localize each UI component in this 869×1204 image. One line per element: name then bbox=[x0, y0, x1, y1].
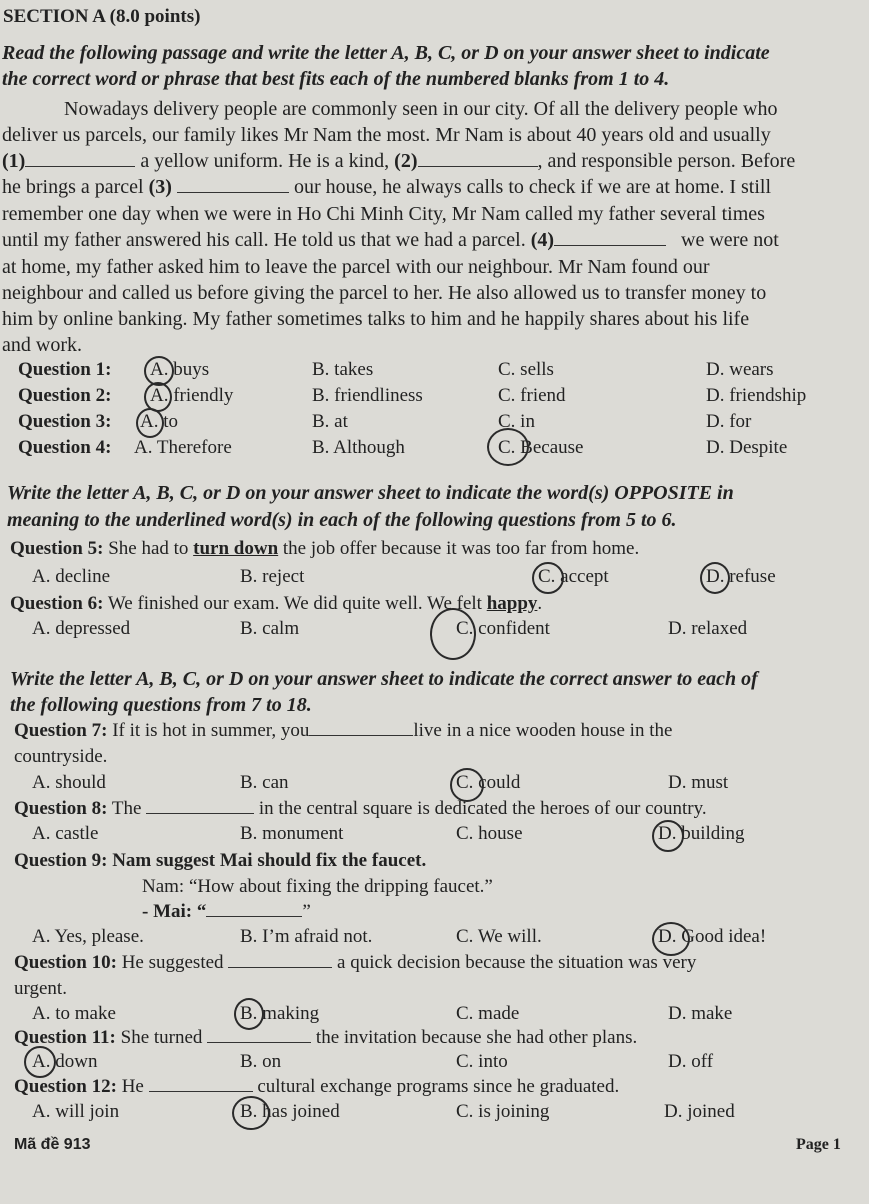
q3-option-a[interactable]: A. to bbox=[140, 411, 178, 432]
instruction-2-line-2: meaning to the underlined word(s) in each of the following questions from 5 to 6. bbox=[7, 509, 677, 531]
answer-mark-q4-c bbox=[487, 428, 529, 466]
q12-option-d[interactable]: D. joined bbox=[664, 1101, 735, 1122]
q1-option-b[interactable]: B. takes bbox=[312, 359, 374, 380]
q12-label: Question 12: bbox=[14, 1076, 117, 1097]
blank-2 bbox=[418, 152, 538, 167]
blank-3-label: (3) bbox=[148, 176, 172, 198]
passage-line-3 bbox=[2, 150, 795, 173]
q2-option-b[interactable]: B. friendliness bbox=[312, 385, 423, 406]
q10-label: Question 10: bbox=[14, 952, 117, 973]
q10-stem-pre: He suggested bbox=[121, 952, 224, 973]
answer-mark-q6-c bbox=[430, 608, 476, 660]
q7-stem-line-2: countryside. bbox=[14, 746, 108, 767]
q10-option-c[interactable]: C. made bbox=[456, 1003, 520, 1024]
q6-label: Question 6: bbox=[10, 593, 104, 614]
q9-stem-text: Nam suggest Mai should fix the faucet. bbox=[112, 850, 427, 871]
blank-1-label: (1) bbox=[2, 150, 26, 172]
q4-option-d[interactable]: D. Despite bbox=[706, 437, 788, 458]
q9-mai-pre: - Mai: “ bbox=[142, 901, 207, 922]
q7-label: Question 7: bbox=[14, 720, 108, 741]
q2-option-c[interactable]: C. friend bbox=[498, 385, 566, 406]
q12-stem bbox=[14, 1076, 619, 1098]
q10-stem-line-2: urgent. bbox=[14, 978, 67, 999]
q8-option-d[interactable]: D. building bbox=[658, 823, 745, 844]
q11-option-a[interactable]: A. down bbox=[32, 1051, 98, 1072]
passage-line-8: neighbour and called us before giving the parcel to her. He also allowed us to transfer money to bbox=[2, 282, 767, 304]
q9-mai-line bbox=[142, 901, 311, 923]
instruction-2-line-1: Write the letter A, B, C, or D on your answer sheet to indicate the word(s) OPPOSITE in bbox=[7, 482, 734, 504]
q9-mai-post: ” bbox=[302, 901, 311, 922]
q11-option-d[interactable]: D. off bbox=[668, 1051, 714, 1072]
q7-option-a[interactable]: A. should bbox=[32, 772, 106, 793]
q1-option-a[interactable]: A. buys bbox=[150, 359, 210, 380]
passage-line-7: at home, my father asked him to leave the parcel with our neighbour. Mr Nam found our bbox=[2, 256, 710, 278]
q5-stem bbox=[10, 538, 639, 560]
q4-option-a[interactable]: A. Therefore bbox=[134, 437, 232, 458]
q8-label: Question 8: bbox=[14, 798, 108, 819]
q7-option-c[interactable]: C. could bbox=[456, 772, 521, 793]
q2-label: Question 2: bbox=[18, 385, 112, 406]
q3-option-c[interactable]: C. in bbox=[498, 411, 535, 432]
q1-label: Question 1: bbox=[18, 359, 112, 380]
q5-stem-pre: She had to bbox=[108, 538, 189, 559]
blank-4-label: (4) bbox=[530, 229, 555, 251]
q9-option-b[interactable]: B. I’m afraid not. bbox=[240, 926, 373, 947]
answer-mark-q12-b bbox=[232, 1096, 270, 1130]
answer-mark-q3-a bbox=[136, 408, 164, 438]
q8-option-b[interactable]: B. monument bbox=[240, 823, 344, 844]
q10-stem bbox=[14, 952, 696, 974]
q11-stem bbox=[14, 1027, 637, 1049]
q4-option-c[interactable]: C. Because bbox=[498, 437, 584, 458]
answer-mark-q5-c bbox=[532, 562, 564, 594]
q2-option-a[interactable]: A. friendly bbox=[150, 385, 234, 406]
q11-option-c[interactable]: C. into bbox=[456, 1051, 508, 1072]
blank-2-label: (2) bbox=[394, 150, 418, 172]
q12-option-a[interactable]: A. will join bbox=[32, 1101, 120, 1122]
passage-line-6-a: until my father answered his call. He told us that we had a parcel. bbox=[2, 229, 526, 251]
q11-stem-pre: She turned bbox=[120, 1027, 203, 1048]
q4-label: Question 4: bbox=[18, 437, 112, 458]
instruction-1-line-1: Read the following passage and write the letter A, B, C, or D on your answer sheet to indicate bbox=[2, 42, 770, 64]
q8-stem-pre: The bbox=[111, 798, 142, 819]
answer-mark-q9-d bbox=[652, 922, 690, 956]
q7-stem-post: live in a nice wooden house in the bbox=[413, 720, 673, 741]
q12-option-b[interactable]: B. has joined bbox=[240, 1101, 340, 1122]
q10-blank bbox=[228, 953, 332, 968]
section-title: SECTION A (8.0 points) bbox=[3, 6, 201, 27]
passage-line-6-b: we were not bbox=[681, 229, 779, 251]
answer-mark-q7-c bbox=[450, 768, 484, 802]
q11-stem-post: the invitation because she had other plans. bbox=[315, 1027, 638, 1048]
q1-option-d[interactable]: D. wears bbox=[706, 359, 774, 380]
q10-option-a[interactable]: A. to make bbox=[32, 1003, 116, 1024]
q9-label: Question 9: bbox=[14, 850, 108, 871]
answer-mark-q8-d bbox=[652, 820, 684, 852]
q5-underlined: turn down bbox=[193, 538, 279, 559]
passage-line-2: deliver us parcels, our family likes Mr Nam the most. Mr Nam is about 40 years old and usually bbox=[2, 124, 771, 146]
q7-option-d[interactable]: D. must bbox=[668, 772, 729, 793]
passage-line-5: remember one day when we were in Ho Chi Minh City, Mr Nam called my father several times bbox=[2, 203, 765, 225]
q6-stem-pre: We finished our exam. We did quite well. We felt bbox=[107, 593, 482, 614]
q10-option-d[interactable]: D. make bbox=[668, 1003, 733, 1024]
q11-label: Question 11: bbox=[14, 1027, 116, 1048]
q5-option-d[interactable]: D. refuse bbox=[706, 566, 776, 587]
q3-label: Question 3: bbox=[18, 411, 112, 432]
answer-mark-q11-a bbox=[24, 1046, 56, 1078]
q6-underlined: happy bbox=[486, 593, 538, 614]
answer-mark-q5-d bbox=[700, 562, 730, 594]
blank-3 bbox=[177, 178, 289, 193]
answer-mark-q10-b bbox=[234, 998, 264, 1030]
exam-code: Mã đề 913 bbox=[14, 1136, 91, 1153]
q8-blank bbox=[146, 799, 254, 814]
q4-option-b[interactable]: B. Although bbox=[312, 437, 405, 458]
passage-line-3-b: , and responsible person. Before bbox=[537, 150, 796, 172]
q12-stem-post: cultural exchange programs since he graduated. bbox=[257, 1076, 620, 1097]
q6-stem-post: . bbox=[537, 593, 543, 614]
q9-option-c[interactable]: C. We will. bbox=[456, 926, 542, 947]
q1-option-c[interactable]: C. sells bbox=[498, 359, 554, 380]
q7-blank bbox=[309, 721, 413, 736]
q9-option-d[interactable]: D. Good idea! bbox=[658, 926, 767, 947]
q5-stem-post: the job offer because it was too far from home. bbox=[282, 538, 640, 559]
q8-stem-post: in the central square is dedicated the heroes of our country. bbox=[258, 798, 707, 819]
q8-option-a[interactable]: A. castle bbox=[32, 823, 99, 844]
q12-blank bbox=[149, 1077, 253, 1092]
blank-4 bbox=[554, 231, 666, 246]
q2-option-d[interactable]: D. friendship bbox=[706, 385, 807, 406]
q10-stem-post: a quick decision because the situation was very bbox=[337, 952, 697, 973]
q9-nam-line: Nam: “How about fixing the dripping faucet.” bbox=[142, 876, 493, 897]
passage-line-9: him by online banking. My father sometimes talks to him and he happily shares about his life bbox=[2, 308, 750, 330]
passage-line-3-a: a yellow uniform. He is a kind, bbox=[140, 150, 390, 172]
passage-line-4-rest: our house, he always calls to check if we are at home. I still bbox=[293, 176, 771, 198]
instruction-1-line-2: the correct word or phrase that best fits each of the numbered blanks from 1 to 4. bbox=[2, 68, 670, 90]
instruction-3-line-2: the following questions from 7 to 18. bbox=[10, 694, 312, 716]
passage-he-brings: he brings a parcel bbox=[2, 176, 144, 198]
q9-blank bbox=[206, 902, 302, 917]
q10-option-b[interactable]: B. making bbox=[240, 1003, 320, 1024]
q12-option-c[interactable]: C. is joining bbox=[456, 1101, 550, 1122]
q5-option-c[interactable]: C. accept bbox=[538, 566, 609, 587]
passage-line-1: Nowadays delivery people are commonly seen in our city. Of all the delivery people who bbox=[64, 98, 778, 120]
q6-option-a[interactable]: A. depressed bbox=[32, 618, 131, 639]
q6-option-d[interactable]: D. relaxed bbox=[668, 618, 748, 639]
q7-stem bbox=[14, 720, 672, 742]
page-number: Page 1 bbox=[796, 1136, 841, 1153]
q3-option-d[interactable]: D. for bbox=[706, 411, 752, 432]
q11-blank bbox=[207, 1028, 311, 1043]
q8-stem bbox=[14, 798, 707, 820]
q9-stem bbox=[14, 850, 426, 872]
passage-line-6 bbox=[2, 229, 779, 252]
q11-option-b[interactable]: B. on bbox=[240, 1051, 282, 1072]
q6-option-c[interactable]: C. confident bbox=[456, 618, 550, 639]
q12-stem-pre: He bbox=[121, 1076, 144, 1097]
passage-line-10: and work. bbox=[2, 334, 82, 356]
blank-1 bbox=[25, 152, 135, 167]
q3-option-b[interactable]: B. at bbox=[312, 411, 348, 432]
passage-line-4 bbox=[2, 176, 771, 199]
q8-option-c[interactable]: C. house bbox=[456, 823, 523, 844]
q5-option-a[interactable]: A. decline bbox=[32, 566, 111, 587]
q9-option-a[interactable]: A. Yes, please. bbox=[32, 926, 144, 947]
q7-option-b[interactable]: B. can bbox=[240, 772, 289, 793]
q6-option-b[interactable]: B. calm bbox=[240, 618, 300, 639]
q7-stem-pre: If it is hot in summer, you bbox=[112, 720, 310, 741]
instruction-3-line-1: Write the letter A, B, C, or D on your answer sheet to indicate the correct answer to each of bbox=[10, 668, 758, 690]
q5-label: Question 5: bbox=[10, 538, 104, 559]
q5-option-b[interactable]: B. reject bbox=[240, 566, 305, 587]
